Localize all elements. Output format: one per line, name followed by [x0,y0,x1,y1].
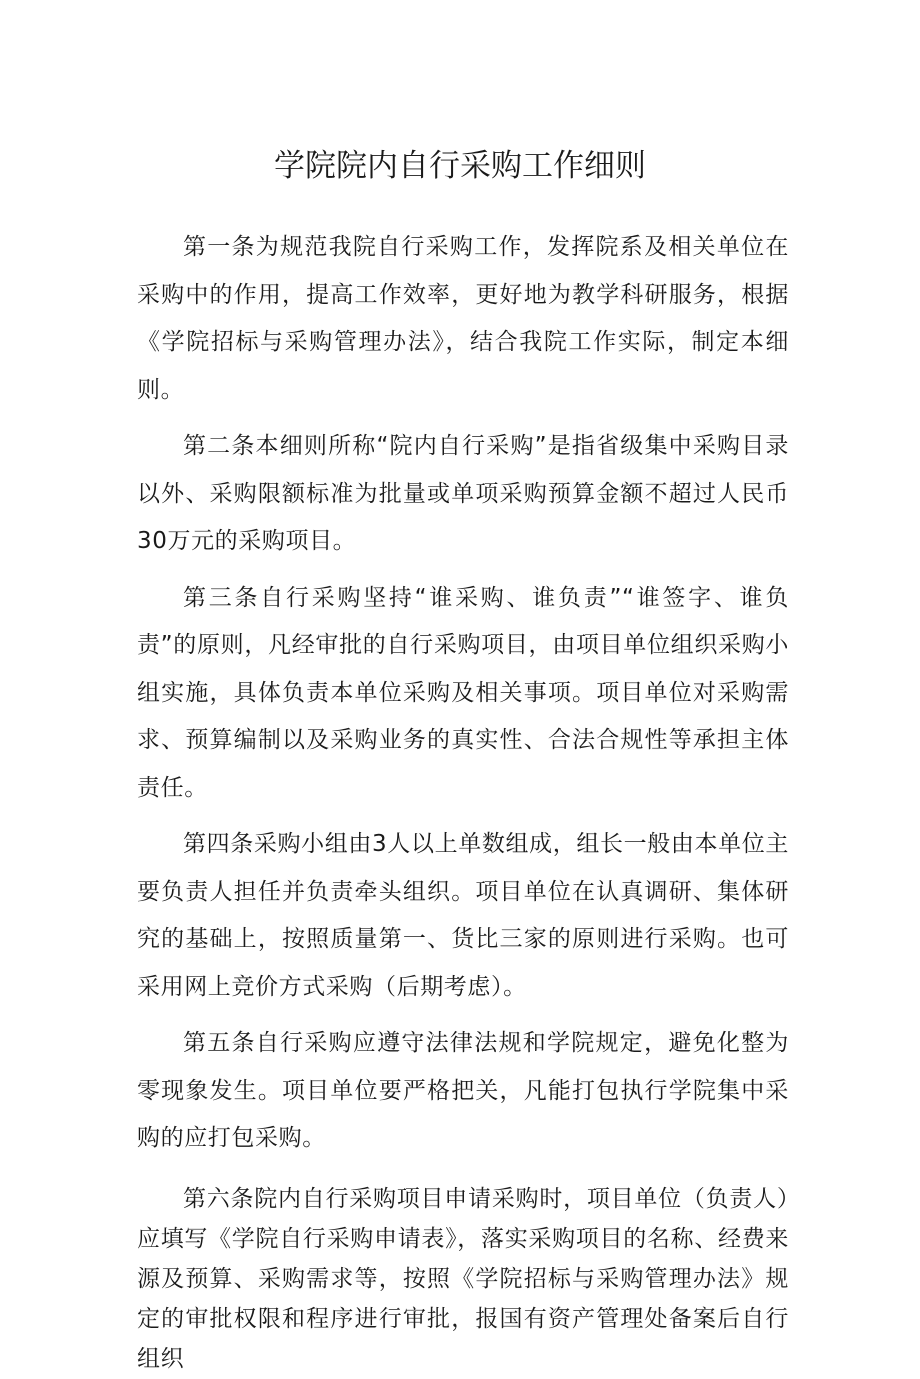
document-title: 学院院内自行采购工作细则 [274,148,646,184]
paragraph-article-5: 第五条自行采购应遵守法律法规和学院规定，避免化整为零现象发生。项目单位要严格把关，凡能打包执行学院集中采购的应打包采购。 [137,1030,789,1151]
paragraph-article-3: 第三条自行采购坚持“谁采购、谁负责”“谁签字、谁负责”的原则，凡经审批的自行采购项目，由项目单位组织采购小组实施，具体负责本单位采购及相关事项。项目单位对采购需求、预算编制以及采购业务的真实性、合法合规性等承担主体责任。 [137,584,789,801]
paragraph-article-2: 第二条本细则所称“院内自行采购”是指省级集中采购目录以外、采购限额标准为批量或单项采购预算金额不超过人民币30万元的采购项目。 [137,433,789,554]
document-body [137,224,789,1379]
paragraph-article-4: 第四条采购小组由3人以上单数组成，组长一般由本单位主要负责人担任并负责牵头组织。项目单位在认真调研、集体研究的基础上，按照质量第一、货比三家的原则进行采购。也可采用网上竞价方式采购（后期考虑）。 [137,831,789,1000]
paragraph-article-6: 第六条院内自行采购项目申请采购时，项目单位（负责人）应填写《学院自行采购申请表》，落实采购项目的名称、经费来源及预算、采购需求等，按照《学院招标与采购管理办法》规定的审批权限和程序进行审批，报国有资产管理处备案后自行组织 [137,1185,789,1372]
paragraph-article-1: 第一条为规范我院自行采购工作，发挥院系及相关单位在采购中的作用，提高工作效率，更好地为教学科研服务，根据《学院招标与采购管理办法》，结合我院工作实际，制定本细则。 [137,234,789,403]
